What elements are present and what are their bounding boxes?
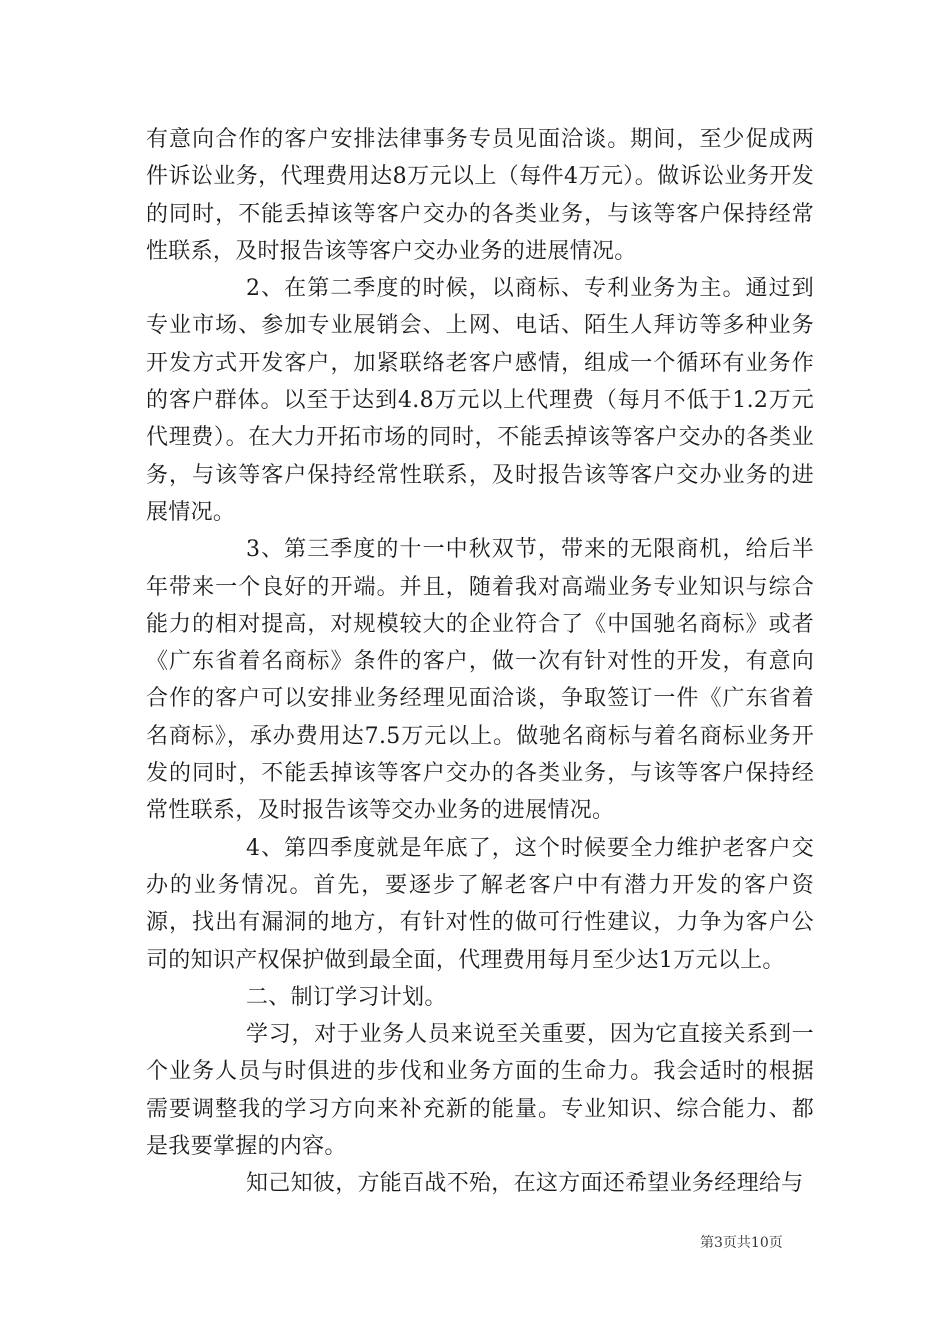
body-text xyxy=(146,121,814,1203)
paragraph-1-continuation: 有意向合作的客户安排法律事务专员见面洽谈。期间，至少促成两件诉讼业务，代理费用达8万元以上（每件4万元）。做诉讼业务开发的同时，不能丢掉该等客户交办的各类业务，与该等客户保持经常性联系，及时报告该等客户交办业务的进展情况。 xyxy=(146,127,814,264)
paragraph-know-yourself: 知己知彼，方能百战不殆，在这方面还希望业务经理给与 xyxy=(246,1171,804,1197)
paragraph-q2-plan: 2、在第二季度的时候，以商标、专利业务为主。通过到专业市场、参加专业展销会、上网、电话、陌生人拜访等多种业务开发方式开发客户，加紧联络老客户感情，组成一个循环有业务作的客户群体。以至于达到4.8万元以上代理费（每月不低于1.2万元代理费）。在大力开拓市场的同时，不能丢掉该等客户交办的各类业务，与该等客户保持经常性联系，及时报告该等客户交办业务的进展情况。 xyxy=(146,276,814,525)
paragraph-q3-plan: 3、第三季度的十一中秋双节，带来的无限商机，给后半年带来一个良好的开端。并且，随着我对高端业务专业知识与综合能力的相对提高，对规模较大的企业符合了《中国驰名商标》或者《广东省着名商标》条件的客户，做一次有针对性的开发，有意向合作的客户可以安排业务经理见面洽谈，争取签订一件《广东省着名商标》，承办费用达7.5万元以上。做驰名商标与着名商标业务开发的同时，不能丢掉该等客户交办的各类业务，与该等客户保持经常性联系，及时报告该等交办业务的进展情况。 xyxy=(146,537,814,824)
section-heading-study-plan: 二、制订学习计划。 xyxy=(246,984,447,1010)
page-number-footer: 第3页共10页 xyxy=(700,1235,783,1251)
paragraph-q4-plan: 4、第四季度就是年底了，这个时候要全力维护老客户交办的业务情况。首先，要逐步了解老客户中有潜力开发的客户资源，找出有漏洞的地方，有针对性的做可行性建议，力争为客户公司的知识产权保护做到最全面，代理费用每月至少达1万元以上。 xyxy=(146,835,814,973)
paragraph-study-importance: 学习，对于业务人员来说至关重要，因为它直接关系到一个业务人员与时俱进的步伐和业务方面的生命力。我会适时的根据需要调整我的学习方向来补充新的能量。专业知识、综合能力、都是我要掌握的内容。 xyxy=(146,1022,814,1160)
